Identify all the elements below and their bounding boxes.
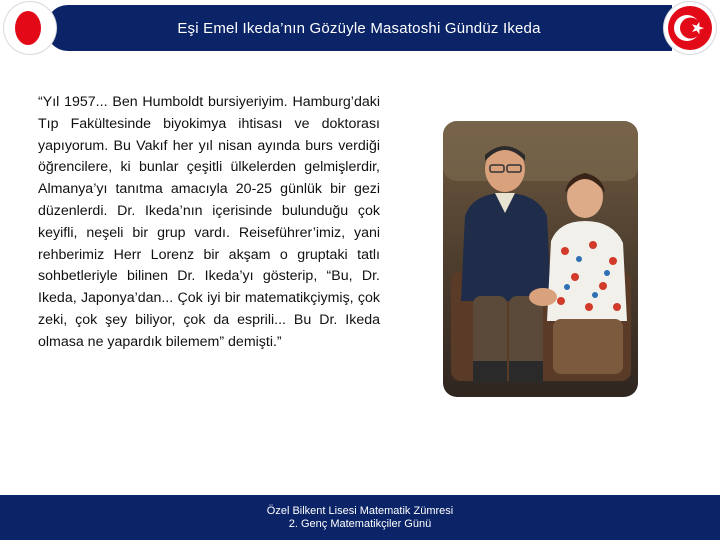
- couple-photo-graphic: [443, 121, 638, 397]
- page-title: Eşi Emel Ikeda’nın Gözüyle Masatoshi Gündüz Ikeda: [177, 19, 541, 37]
- turkish-flag-graphic: [664, 2, 716, 54]
- red-circle-logo-graphic: [4, 2, 56, 54]
- footer-line-event: 2. Genç Matematikçiler Günü: [288, 517, 432, 530]
- footer-bar: [0, 495, 720, 540]
- couple-photo: [443, 121, 638, 397]
- quote-paragraph: “Yıl 1957... Ben Humboldt bursiyeriyim. Hamburg’daki Tıp Fakültesinde biyokimya ihtisası ve doktorası yapıyorum. Bu Vakıf her yıl nisan ayında burs verdiği öğrencilere, ki bunlar çeşitli ülkelerden gelmişlerdir, Almanya’yı tanıtma amacıyla 20-25 günlük bir gezi düzenlerdi. Dr. Ikeda’nın içerisinde bulunduğu çok keyifli, neşeli bir grup vardı. Reiseführer’imiz, yani rehberimiz Herr Lorenz bir akşam o gruptaki tatlı sohbetleriyle bilinen Dr. Ikeda’yı gösterip, “Bu, Dr. Ikeda, Japonya’dan... Çok iyi bir matematikçiymiş, çok zeki, çok şey biliyor, çok da esprili... Bu Dr. Ikeda olmasa ne yapardık bilemem” demişti.”: [38, 94, 380, 350]
- footer-line-school: Özel Bilkent Lisesi Matematik Zümresi: [266, 504, 454, 517]
- red-circle-logo-icon: [4, 2, 56, 54]
- turkish-flag-icon: [664, 2, 716, 54]
- header-bar: [46, 5, 672, 51]
